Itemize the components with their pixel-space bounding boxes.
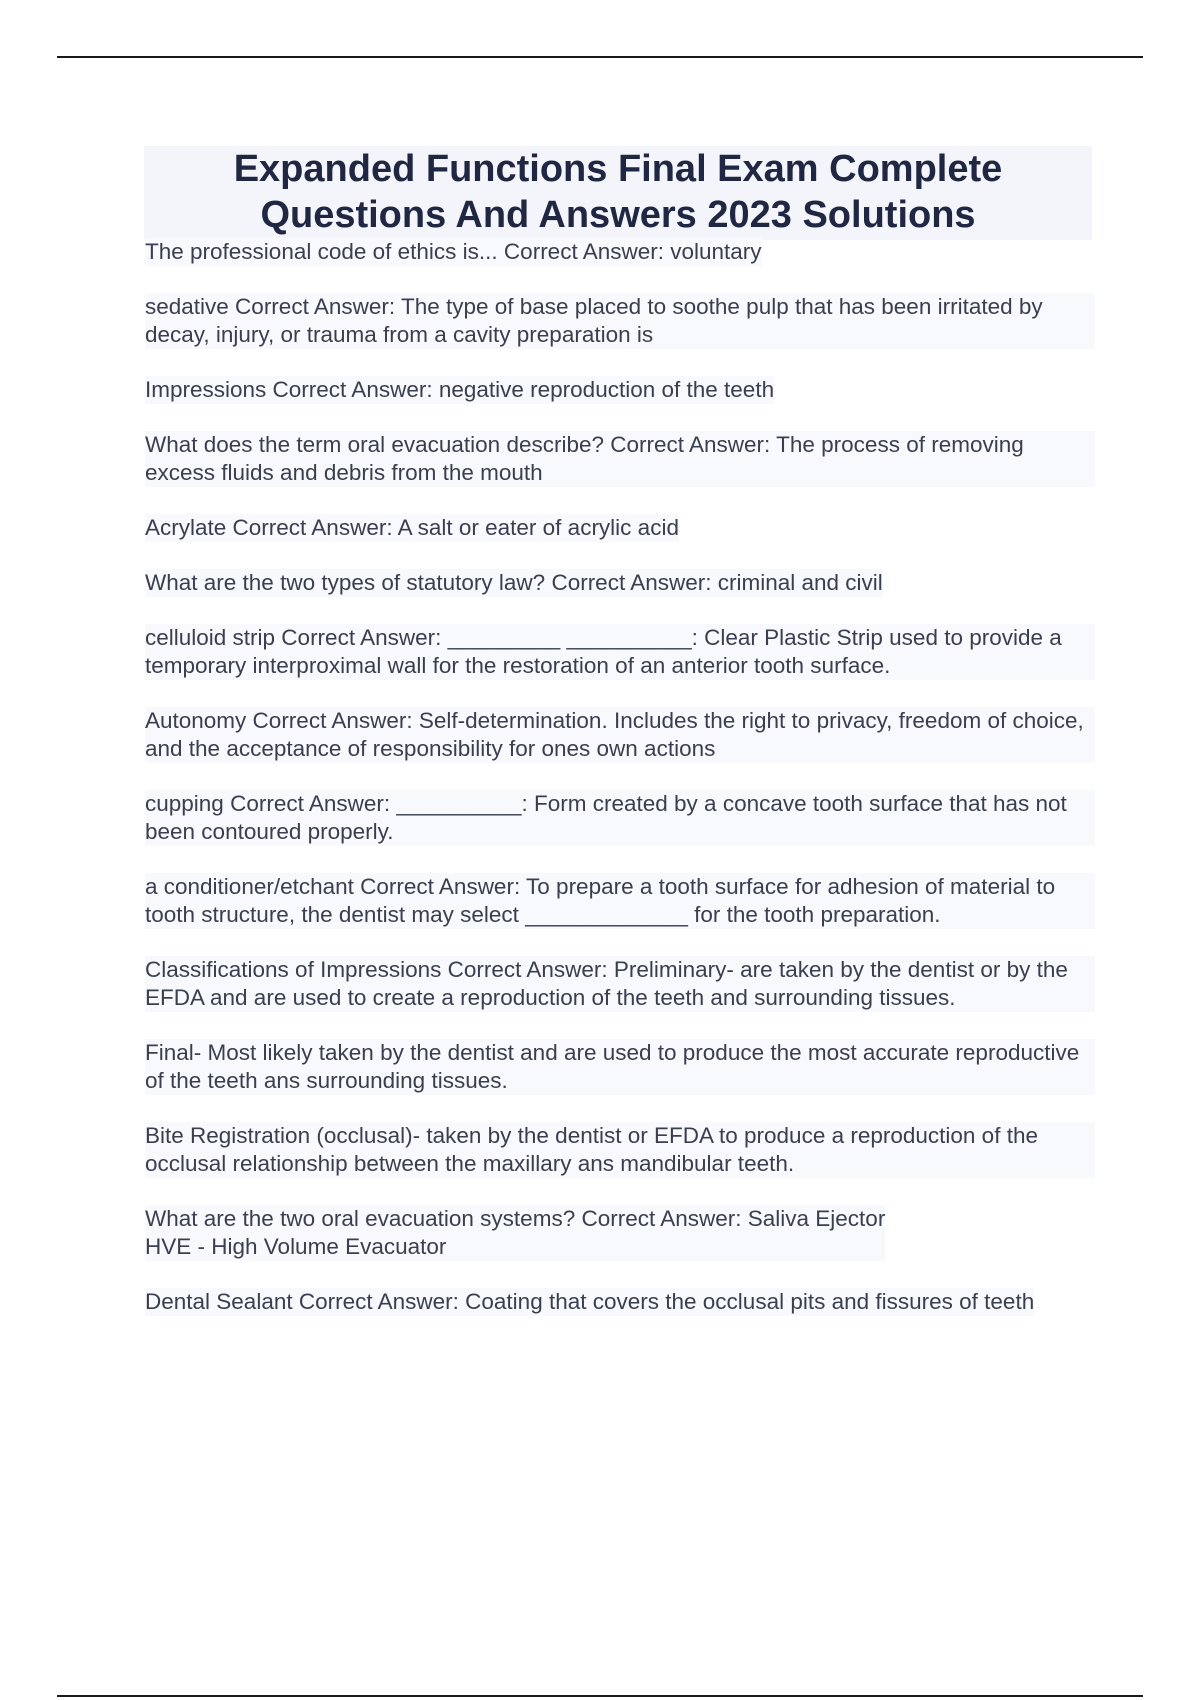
bottom-rule <box>57 1695 1143 1697</box>
qa-entry-text: sedative Correct Answer: The type of base placed to soothe pulp that has been irritated by decay, injury, or trauma from a cavity preparation is <box>145 293 1095 349</box>
qa-entry-text: What does the term oral evacuation describe? Correct Answer: The process of removing excess fluids and debris from the mouth <box>145 431 1095 487</box>
qa-entry-text: Autonomy Correct Answer: Self-determination. Includes the right to privacy, freedom of choice, and the acceptance of responsibility for ones own actions <box>145 707 1095 763</box>
top-rule <box>57 56 1143 58</box>
qa-entry <box>145 624 1095 680</box>
qa-entry <box>145 1122 1095 1178</box>
qa-entry <box>145 873 1095 929</box>
qa-entry <box>145 514 1095 542</box>
qa-entry <box>145 707 1095 763</box>
title-block <box>144 146 1092 240</box>
qa-list <box>145 238 1095 1343</box>
qa-entry <box>145 376 1095 404</box>
qa-entry <box>145 1288 1095 1316</box>
qa-entry <box>145 956 1095 1012</box>
qa-entry-text: Final- Most likely taken by the dentist and are used to produce the most accurate reproductive of the teeth ans surrounding tissues. <box>145 1039 1095 1095</box>
qa-entry <box>145 431 1095 487</box>
qa-entry <box>145 238 1095 266</box>
qa-entry-text: Dental Sealant Correct Answer: Coating that covers the occlusal pits and fissures of teeth <box>145 1289 1035 1314</box>
qa-entry-text: a conditioner/etchant Correct Answer: To prepare a tooth surface for adhesion of material to tooth structure, the dentist may select _____________ for the tooth preparation. <box>145 873 1095 929</box>
qa-entry-text: What are the two types of statutory law? Correct Answer: criminal and civil <box>145 570 883 595</box>
qa-entry <box>145 293 1095 349</box>
qa-entry <box>145 1039 1095 1095</box>
qa-entry-text: What are the two oral evacuation systems? Correct Answer: Saliva Ejector HVE - High Volume Evacuator <box>145 1206 886 1259</box>
qa-entry-text: celluloid strip Correct Answer: _________ __________: Clear Plastic Strip used to provide a temporary interproximal wall for the restoration of an anterior tooth surface. <box>145 624 1095 680</box>
qa-entry <box>145 1205 1095 1261</box>
qa-entry-text: Bite Registration (occlusal)- taken by the dentist or EFDA to produce a reproduction of the occlusal relationship between the maxillary ans mandibular teeth. <box>145 1122 1095 1178</box>
qa-entry-text: Impressions Correct Answer: negative reproduction of the teeth <box>145 377 775 402</box>
qa-entry-text: Acrylate Correct Answer: A salt or eater of acrylic acid <box>145 515 679 540</box>
qa-entry-text: cupping Correct Answer: __________: Form created by a concave tooth surface that has not been contoured properly. <box>145 790 1095 846</box>
document-title: Expanded Functions Final Exam Complete Questions And Answers 2023 Solutions <box>233 148 1003 236</box>
qa-entry-text: Classifications of Impressions Correct Answer: Preliminary- are taken by the dentist or by the EFDA and are used to create a reproduction of the teeth and surrounding tissues. <box>145 956 1095 1012</box>
qa-entry-text: The professional code of ethics is... Correct Answer: voluntary <box>145 239 762 264</box>
qa-entry <box>145 569 1095 597</box>
qa-entry <box>145 790 1095 846</box>
